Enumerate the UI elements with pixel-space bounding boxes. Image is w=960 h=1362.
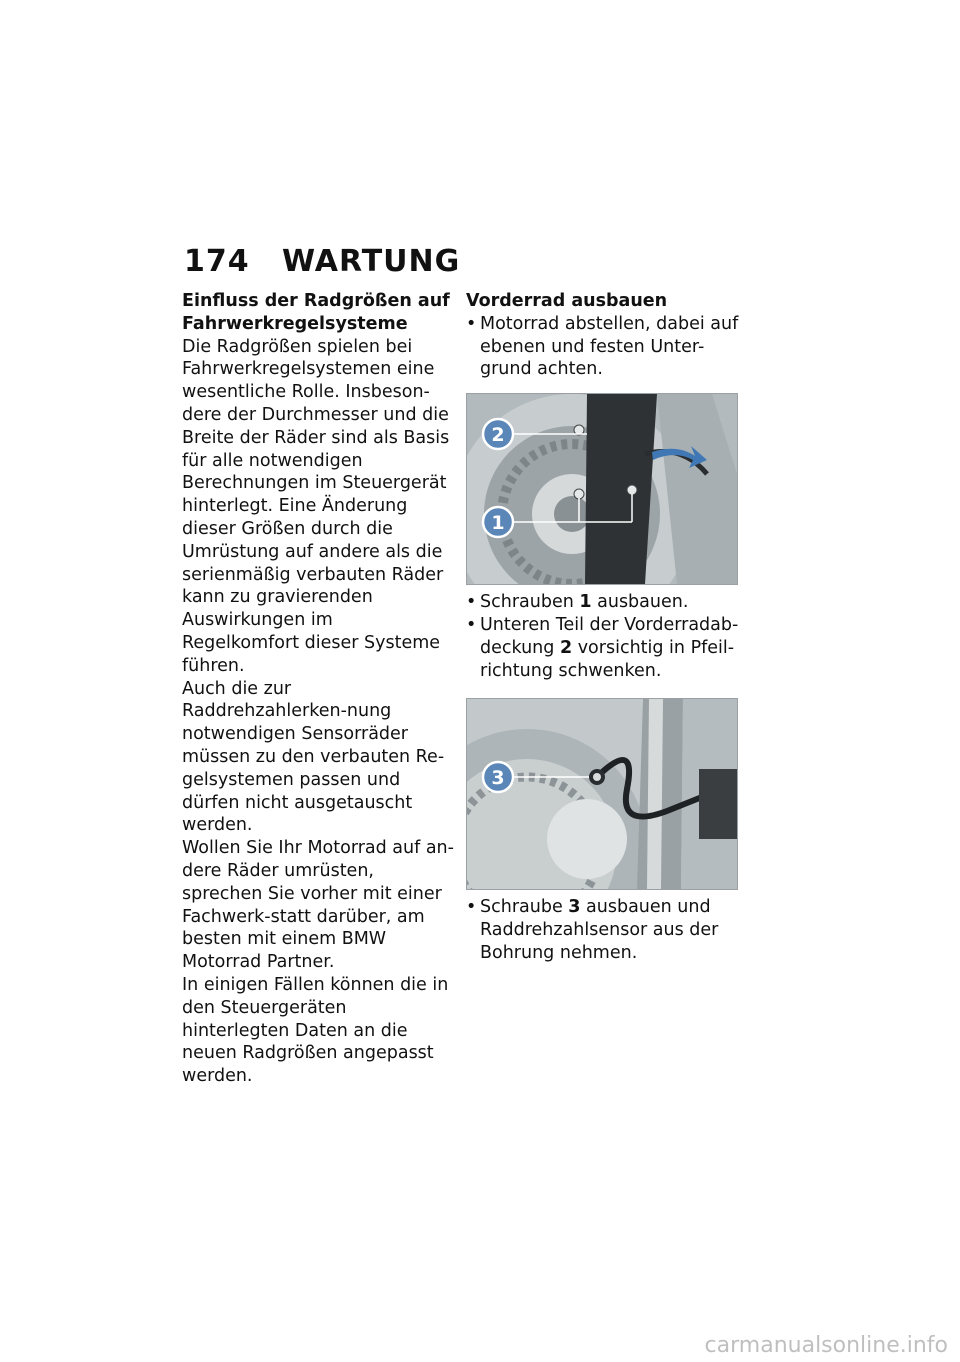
page-header <box>184 244 460 279</box>
watermark: carmanualsonline.info <box>704 1333 948 1358</box>
figure-fork-screws <box>466 393 738 585</box>
left-column <box>182 290 454 1088</box>
sensor-photo-illustration <box>467 699 737 889</box>
step-list-3 <box>466 896 746 964</box>
right-column <box>466 290 746 965</box>
callout-label-3: 3 <box>491 767 505 790</box>
figure-wheel-sensor <box>466 698 738 890</box>
section-heading-wheel-size: Einfluss der Radgrößen auf Fahrwerkregelsysteme <box>182 291 450 334</box>
paragraph-3: Wollen Sie Ihr Motorrad auf an-dere Räder umrüsten, sprechen Sie vorher mit einer Fachwerk-statt darüber, am besten mit einem BMW Motorrad Partner. <box>182 838 454 973</box>
paragraph-1: Die Radgrößen spielen bei Fahrwerkregelsystemen eine wesentliche Rolle. Insbeson-dere der Durchmesser und die Breite der Räder sind als Basis für alle notwendigen Berechnungen im Steuergerät hinterlegt. Eine Änderung dieser Größen durch die Umrüstung auf andere als die serienmäßig verbauten Räder kann zu gravierenden Auswirkungen im Regelkomfort dieser Systeme führen. <box>182 336 450 676</box>
step-remove-sensor: • Schraube 3 ausbauen und Raddrehzahlsensor aus der Bohrung nehmen. <box>466 896 746 964</box>
paragraph-4: In einigen Fällen können die in den Steuergeräten hinterlegten Daten an die neuen Radgrößen angepasst werden. <box>182 974 449 1087</box>
section-heading-front-wheel: Vorderrad ausbauen <box>466 291 668 311</box>
section-title: WARTUNG <box>282 244 461 279</box>
step-list-2 <box>466 591 746 682</box>
step-park-motorcycle: • Motorrad abstellen, dabei auf ebenen und festen Unter-grund achten. <box>466 313 746 381</box>
step-remove-screws: • Schrauben 1 ausbauen. <box>466 591 746 614</box>
paragraph-2: Auch die zur Raddrehzahlerken-nung notwendigen Sensorräder müssen zu den verbauten Re-gelsystemen passen und dürfen nicht ausgetauscht werden. <box>182 678 445 836</box>
callout-label-1: 1 <box>491 512 505 535</box>
callout-label-2: 2 <box>491 424 505 447</box>
fork-photo-illustration <box>467 394 737 584</box>
step-list-1 <box>466 313 746 381</box>
step-swing-cover: • Unteren Teil der Vorderradab-deckung 2 vorsichtig in Pfeil-richtung schwenken. <box>466 614 746 682</box>
page-number: 174 <box>184 244 250 279</box>
